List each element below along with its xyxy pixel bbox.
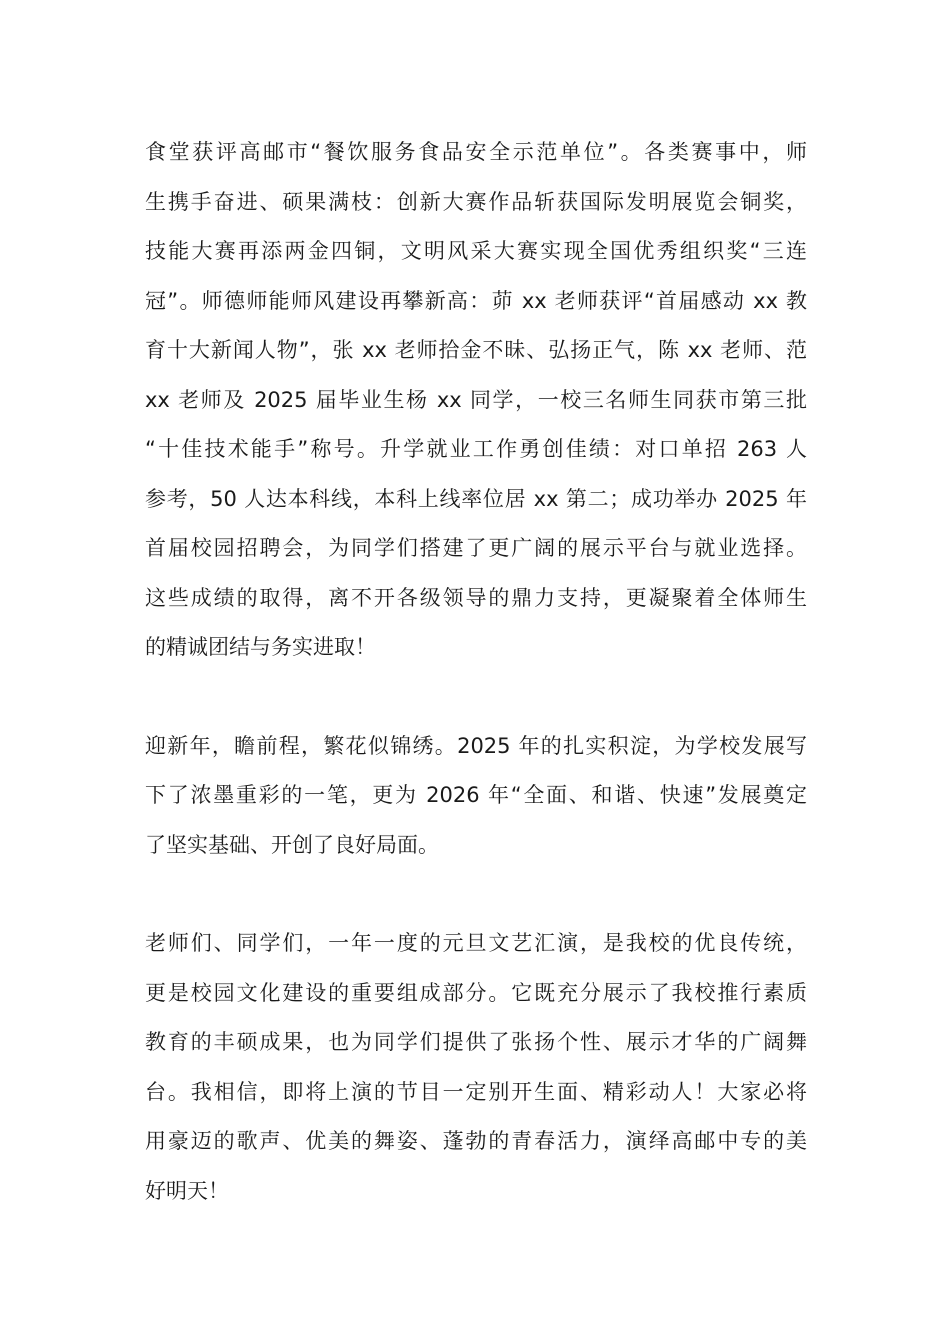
- text-line: 的精诚团结与务实进取！: [145, 635, 376, 659]
- text-line: 技能大赛再添两金四铜，文明风采大赛实现全国优秀组织奖“三连: [145, 239, 807, 263]
- text-line: 教育的丰硕成果，也为同学们提供了张扬个性、展示才华的广阔舞: [145, 1030, 807, 1054]
- text-line: 冠”。师德师能师风建设再攀新高：茆 xx 老师获评“首届感动 xx 教: [145, 288, 807, 313]
- text-line: 下了浓墨重彩的一笔，更为 2026 年“全面、和谐、快速”发展奠定: [145, 783, 807, 807]
- text-line: xx 老师及 2025 届毕业生杨 xx 同学，一校三名师生同获市第三批: [145, 387, 807, 412]
- document-body: [145, 128, 807, 1216]
- text-line: 参考，50 人达本科线，本科上线率位居 xx 第二；成功举办 2025 年: [145, 486, 807, 511]
- paragraph-new-year: [145, 722, 807, 871]
- text-line: “十佳技术能手”称号。升学就业工作勇创佳绩：对口单招 263 人: [145, 437, 807, 461]
- text-line: 这些成绩的取得，离不开各级领导的鼎力支持，更凝聚着全体师生: [145, 585, 807, 610]
- text-line: 生携手奋进、硕果满枝：创新大赛作品斩获国际发明展览会铜奖，: [145, 189, 807, 214]
- paragraph-gala: [145, 919, 807, 1216]
- text-line: 迎新年，瞻前程，繁花似锦绣。2025 年的扎实积淀，为学校发展写: [145, 733, 807, 758]
- text-line: 好明天！: [145, 1178, 229, 1203]
- text-line: 首届校园招聘会，为同学们搭建了更广阔的展示平台与就业选择。: [145, 536, 807, 560]
- text-line: 老师们、同学们，一年一度的元旦文艺汇演，是我校的优良传统，: [145, 931, 807, 955]
- text-line: 用豪迈的歌声、优美的舞姿、蓬勃的青春活力，演绎高邮中专的美: [145, 1129, 807, 1153]
- paragraph-achievements: [145, 128, 807, 673]
- text-line: 台。我相信，即将上演的节目一定别开生面、精彩动人！大家必将: [145, 1079, 807, 1104]
- text-line: 育十大新闻人物”，张 xx 老师拾金不昧、弘扬正气，陈 xx 老师、范: [145, 338, 807, 362]
- text-line: 更是校园文化建设的重要组成部分。它既充分展示了我校推行素质: [145, 980, 807, 1005]
- text-line: 食堂获评高邮市“餐饮服务食品安全示范单位”。各类赛事中，师: [145, 140, 807, 164]
- text-line: 了坚实基础、开创了良好局面。: [145, 832, 439, 857]
